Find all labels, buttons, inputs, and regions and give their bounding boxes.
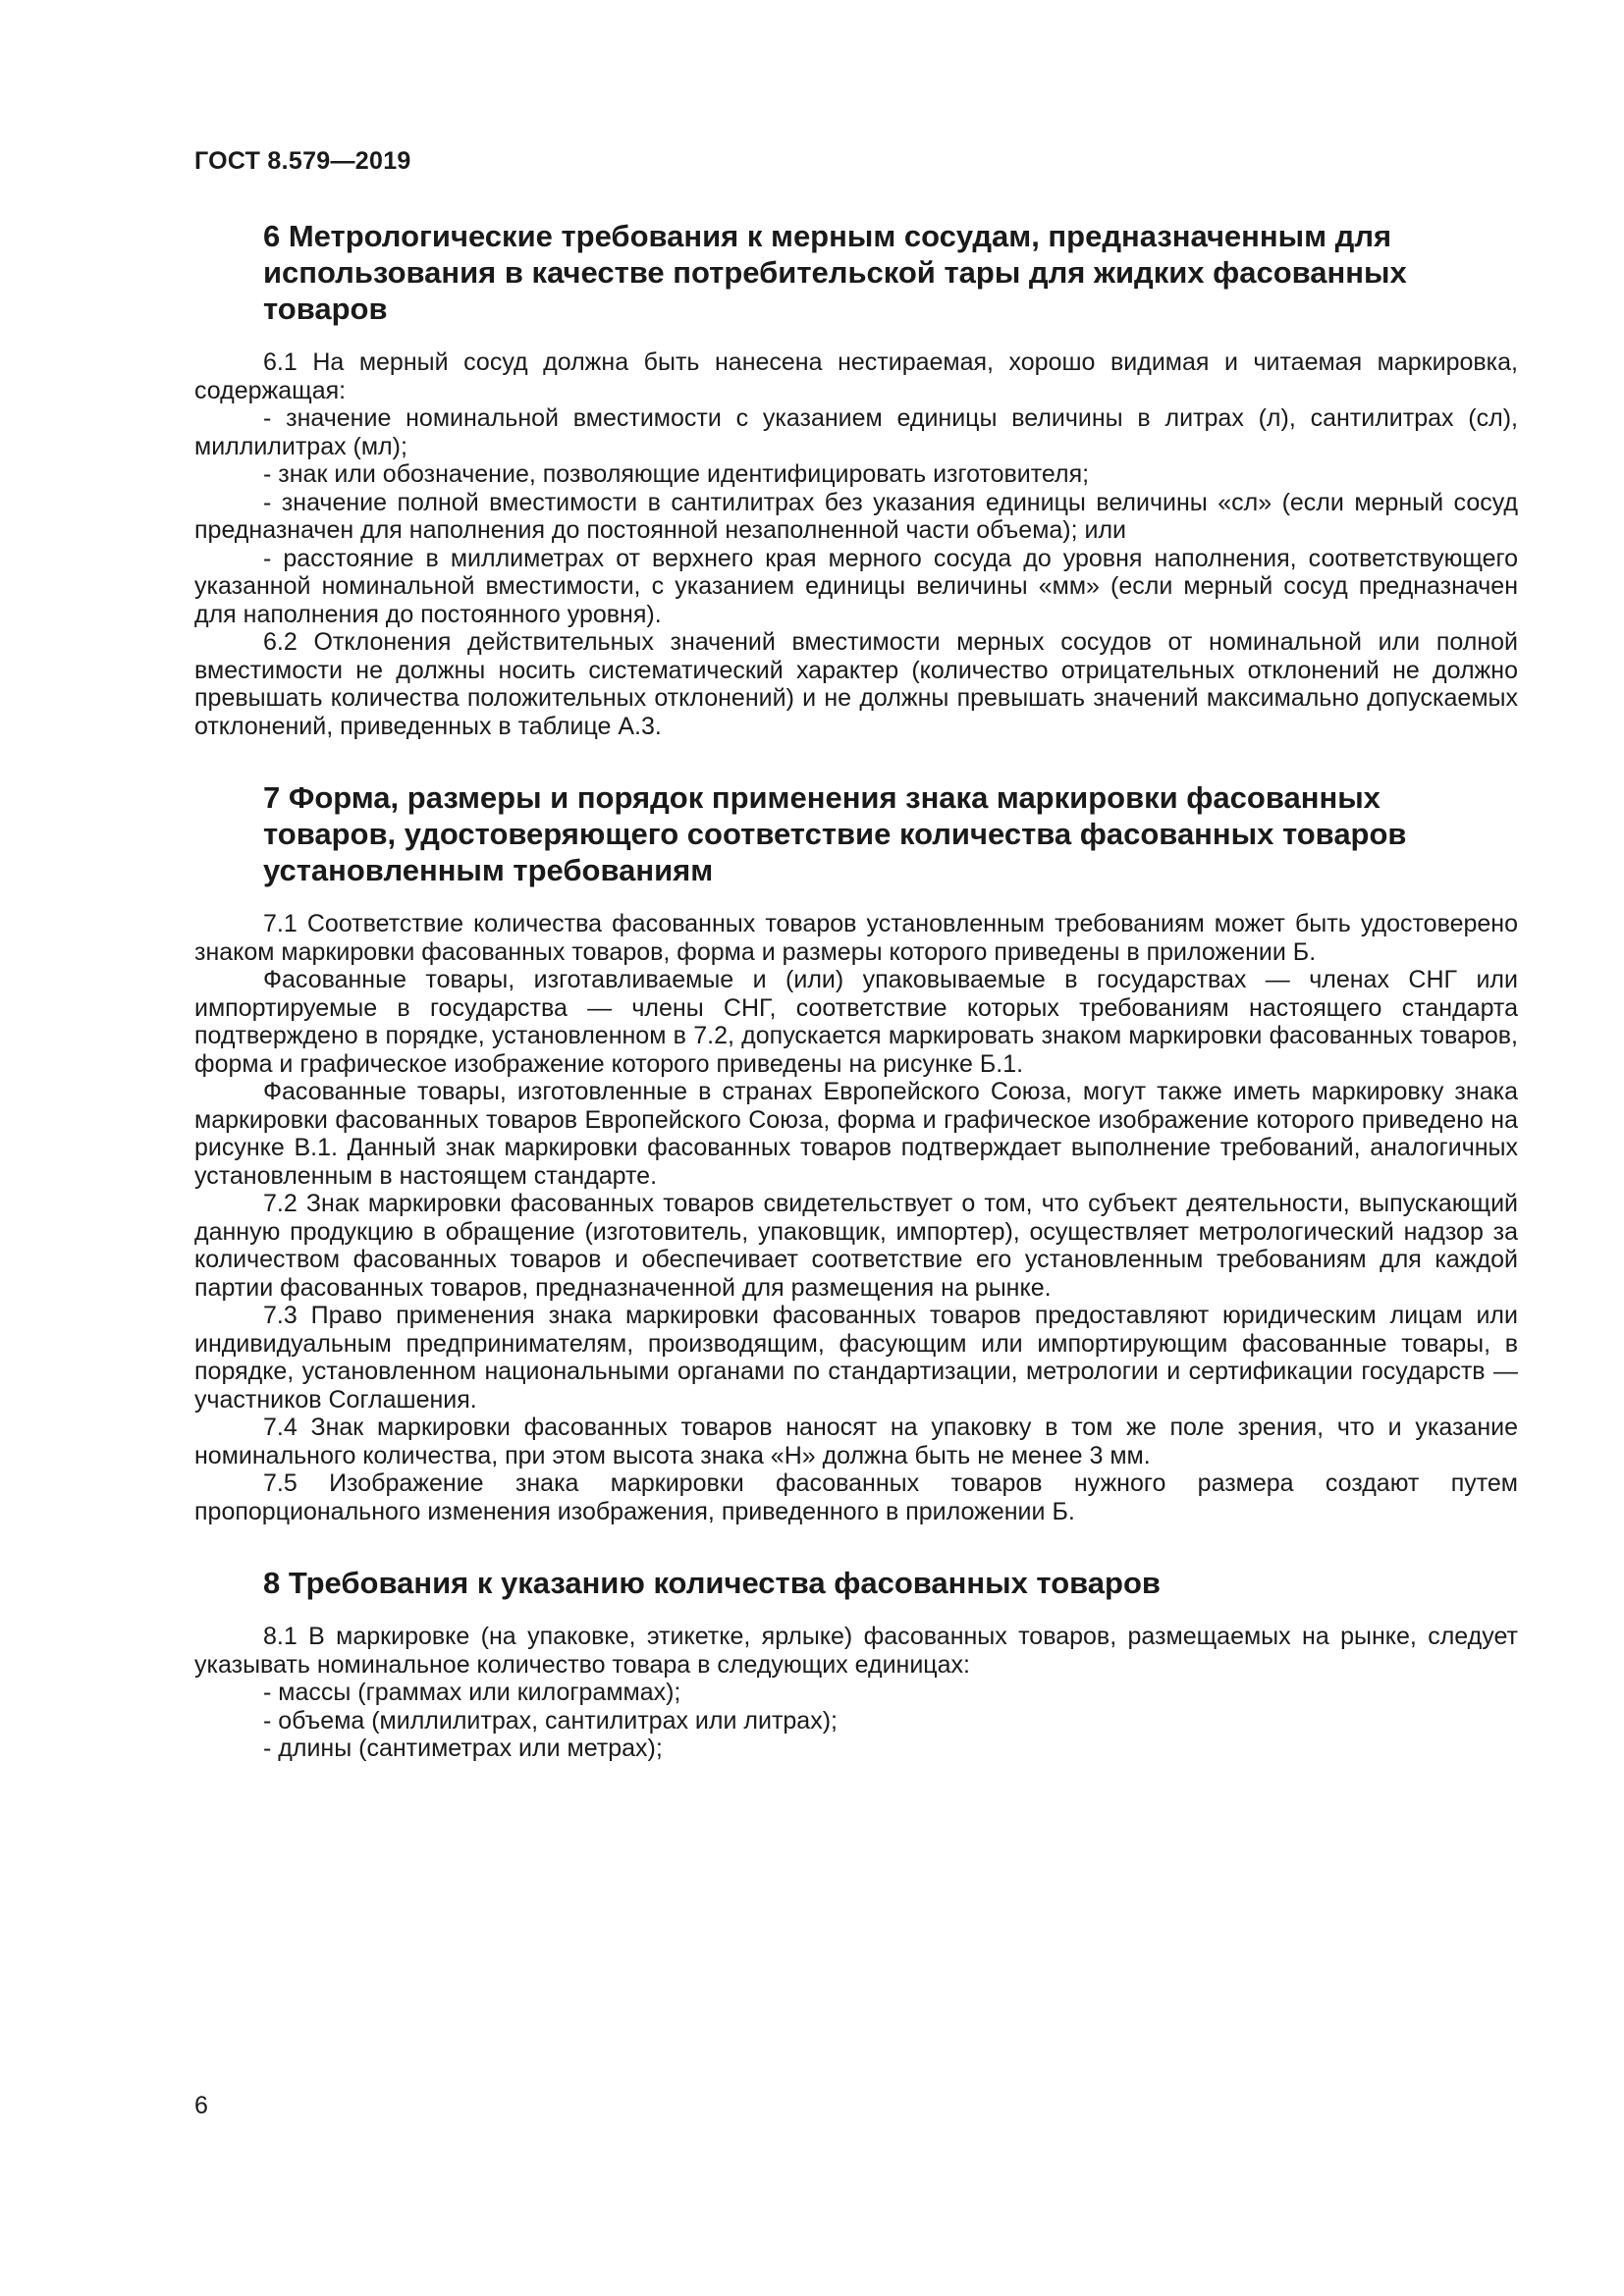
section-6 (194, 218, 1518, 740)
section-heading: 7 Форма, размеры и порядок применения знака маркировки фасованных товаров, удостоверяющего соответствие количества фасованных товаров установленным требованиям (263, 780, 1407, 887)
document-id-header: ГОСТ 8.579—2019 (194, 147, 411, 175)
page-number: 6 (194, 2092, 208, 2119)
paragraph: 7.2 Знак маркировки фасованных товаров свидетельствует о том, что субъект деятельности, выпускающий данную продукцию в обращение (изготовитель, упаковщик, импортер), осуществляет метрологический надзор за количеством фасованных товаров и обеспечивает соответствие его установленным требованиям для каждой партии фасованных товаров, предназначенной для размещения на рынке. (194, 1190, 1518, 1302)
list-item: - массы (граммах или килограммах); (263, 1679, 681, 1706)
paragraph: Фасованные товары, изготовленные в странах Европейского Союза, могут также иметь маркировку знака маркировки фасованных товаров Европейского Союза, форма и графическое изображение которого приведено на рисунке В.1. Данный знак маркировки фасованных товаров подтверждает выполнение требований, аналогичных установленным в настоящем стандарте. (194, 1078, 1518, 1190)
section-7 (194, 779, 1518, 1525)
section-heading: 8 Требования к указанию количества фасованных товаров (263, 1566, 1161, 1600)
paragraph: 6.2 Отклонения действительных значений вместимости мерных сосудов от номинальной или полной вместимости не должны носить систематический характер (количество отрицательных отклонений не должно превышать количества положительных отклонений) и не должны превышать значений максимально допускаемых отклонений, приведенных в таблице А.3. (194, 628, 1518, 740)
list-item: - объема (миллилитрах, сантилитрах или литрах); (263, 1706, 838, 1735)
list-item: - знак или обозначение, позволяющие идентифицировать изготовителя; (263, 460, 1090, 488)
document-body (194, 218, 1518, 1802)
paragraph: 7.5 Изображение знака маркировки фасованных товаров нужного размера создают путем пропорционального изменения изображения, приведенного в приложении Б. (194, 1469, 1518, 1525)
list-item: - расстояние в миллиметрах от верхнего края мерного сосуда до уровня наполнения, соответствующего указанной номинальной вместимости, с указанием единицы величины «мм» (если мерный сосуд предназначен для наполнения до постоянного уровня). (194, 544, 1518, 628)
paragraph: 7.3 Право применения знака маркировки фасованных товаров предоставляют юридическим лицам или индивидуальным предпринимателям, производящим, фасующим или импортирующим фасованные товары, в порядке, установленном национальными органами по стандартизации, метрологии и сертификации государств — участников Соглашения. (194, 1302, 1518, 1414)
section-heading: 6 Метрологические требования к мерным сосудам, предназначенным для использования в качестве потребительской тары для жидких фасованных товаров (263, 219, 1407, 326)
section-8 (194, 1565, 1518, 1763)
paragraph: 8.1 В маркировке (на упаковке, этикетке, ярлыке) фасованных товаров, размещаемых на рынке, следует указывать номинальное количество товара в следующих единицах: (194, 1623, 1518, 1679)
list-item: - значение полной вместимости в сантилитрах без указания единицы величины «сл» (если мерный сосуд предназначен для наполнения до постоянной незаполненной части объема); или (194, 488, 1518, 544)
paragraph: 6.1 На мерный сосуд должна быть нанесена нестираемая, хорошо видимая и читаемая маркировка, содержащая: (194, 348, 1518, 404)
paragraph: 7.4 Знак маркировки фасованных товаров наносят на упаковку в том же поле зрения, что и указание номинального количества, при этом высота знака «H» должна быть не менее 3 мм. (194, 1414, 1518, 1469)
paragraph: Фасованные товары, изготавливаемые и (или) упаковываемые в государствах — членах СНГ или импортируемые в государства — члены СНГ, соответствие которых требованиям настоящего стандарта подтверждено в порядке, установленном в 7.2, допускается маркировать знаком маркировки фасованных товаров, форма и графическое изображение которого приведены на рисунке Б.1. (194, 966, 1518, 1078)
list-item: - значение номинальной вместимости с указанием единицы величины в литрах (л), сантилитрах (сл), миллилитрах (мл); (194, 404, 1518, 460)
list-item: - длины (сантиметрах или метрах); (263, 1735, 663, 1762)
paragraph: 7.1 Соответствие количества фасованных товаров установленным требованиям может быть удостоверено знаком маркировки фасованных товаров, форма и размеры которого приведены в приложении Б. (194, 910, 1518, 966)
